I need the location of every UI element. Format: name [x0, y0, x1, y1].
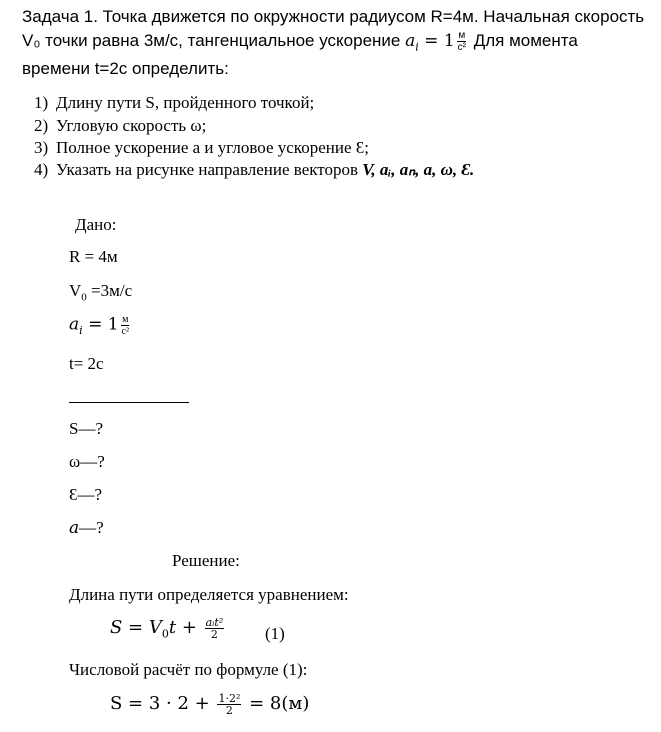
formula-subscript: 0 — [161, 627, 169, 641]
a-subscript: i — [79, 323, 83, 337]
list-item-text: Длину пути S, пройденного точкой; — [56, 93, 315, 112]
given-tangential-acceleration — [69, 314, 132, 337]
list-item — [34, 93, 314, 113]
task-line-2-post: Для момента — [468, 30, 578, 50]
solution-intro: Длина пути определяется уравнением: — [69, 585, 349, 604]
find-path: S—? — [69, 419, 103, 438]
a-unit-num: м — [122, 314, 129, 325]
full-accel-symbol: a — [69, 518, 80, 538]
given-divider — [69, 402, 189, 403]
unit-fraction — [457, 30, 467, 53]
vectors-list: V, aᵢ, aₙ, a, ω, Ɛ. — [362, 160, 475, 179]
a-unit-den: с² — [121, 326, 129, 337]
given-title: Дано: — [75, 215, 117, 234]
tangential-accel-subscript: i — [415, 40, 419, 54]
formula-t: t + — [168, 617, 203, 638]
unit-fraction-num: м — [458, 30, 466, 41]
list-item-text: Полное ускорение а и угловое ускорение Ɛ; — [56, 138, 369, 157]
list-item — [34, 116, 206, 136]
calc-right: = 8(м) — [243, 693, 310, 714]
a-symbol: a — [69, 314, 80, 335]
find-full-acceleration — [69, 518, 104, 538]
v0-subscript: 0 — [81, 291, 87, 304]
v0-value: =3м/с — [86, 281, 133, 300]
calc-formula — [110, 693, 309, 716]
task-line-2-pre: V₀ точки равна 3м/с, тангенциальное ускорение — [22, 30, 406, 50]
formula-number: (1) — [265, 624, 285, 643]
calc-fraction-den: 2 — [225, 704, 233, 718]
list-item — [34, 160, 474, 180]
formula-fraction-den: 2 — [210, 628, 218, 642]
list-item-number: 3) — [34, 138, 49, 157]
list-item — [34, 138, 369, 158]
list-item-text: Угловую скорость ω; — [56, 116, 207, 135]
find-angular-acceleration: Ɛ—? — [69, 485, 103, 504]
tangential-accel-symbol: a — [405, 30, 416, 51]
given-time: t= 2с — [69, 354, 104, 373]
v0-symbol: V — [69, 281, 82, 300]
solution-title: Решение: — [172, 551, 240, 570]
given-radius: R = 4м — [69, 247, 118, 266]
unit-fraction-den: с² — [457, 42, 466, 53]
calc-intro: Числовой расчёт по формуле (1): — [69, 660, 308, 679]
calc-fraction — [217, 693, 241, 716]
list-item-number: 4) — [34, 160, 49, 179]
a-eq: = 1 — [82, 314, 119, 335]
calc-fraction-num: 1·2² — [218, 692, 241, 706]
list-item-text: Указать на рисунке направление векторов — [56, 160, 363, 179]
full-accel-rest: —? — [79, 518, 104, 537]
task-line-2 — [22, 30, 578, 53]
task-line-1: Задача 1. Точка движется по окружности радиусом R=4м. Начальная скорость — [22, 7, 645, 26]
formula-left: S = V — [110, 617, 162, 638]
formula-fraction — [205, 617, 225, 640]
given-initial-velocity — [69, 281, 132, 303]
a-unit-fraction — [121, 314, 130, 337]
task-line-3: времени t=2с определить: — [22, 59, 229, 78]
calc-left: S = 3 · 2 + — [110, 693, 216, 714]
path-formula — [110, 617, 226, 641]
tangential-accel-eq: = 1 — [418, 30, 455, 51]
list-item-number: 2) — [34, 116, 49, 135]
formula-fraction-num: aᵢt² — [205, 616, 224, 630]
find-angular-velocity: ω—? — [69, 452, 105, 471]
list-item-number: 1) — [34, 93, 49, 112]
